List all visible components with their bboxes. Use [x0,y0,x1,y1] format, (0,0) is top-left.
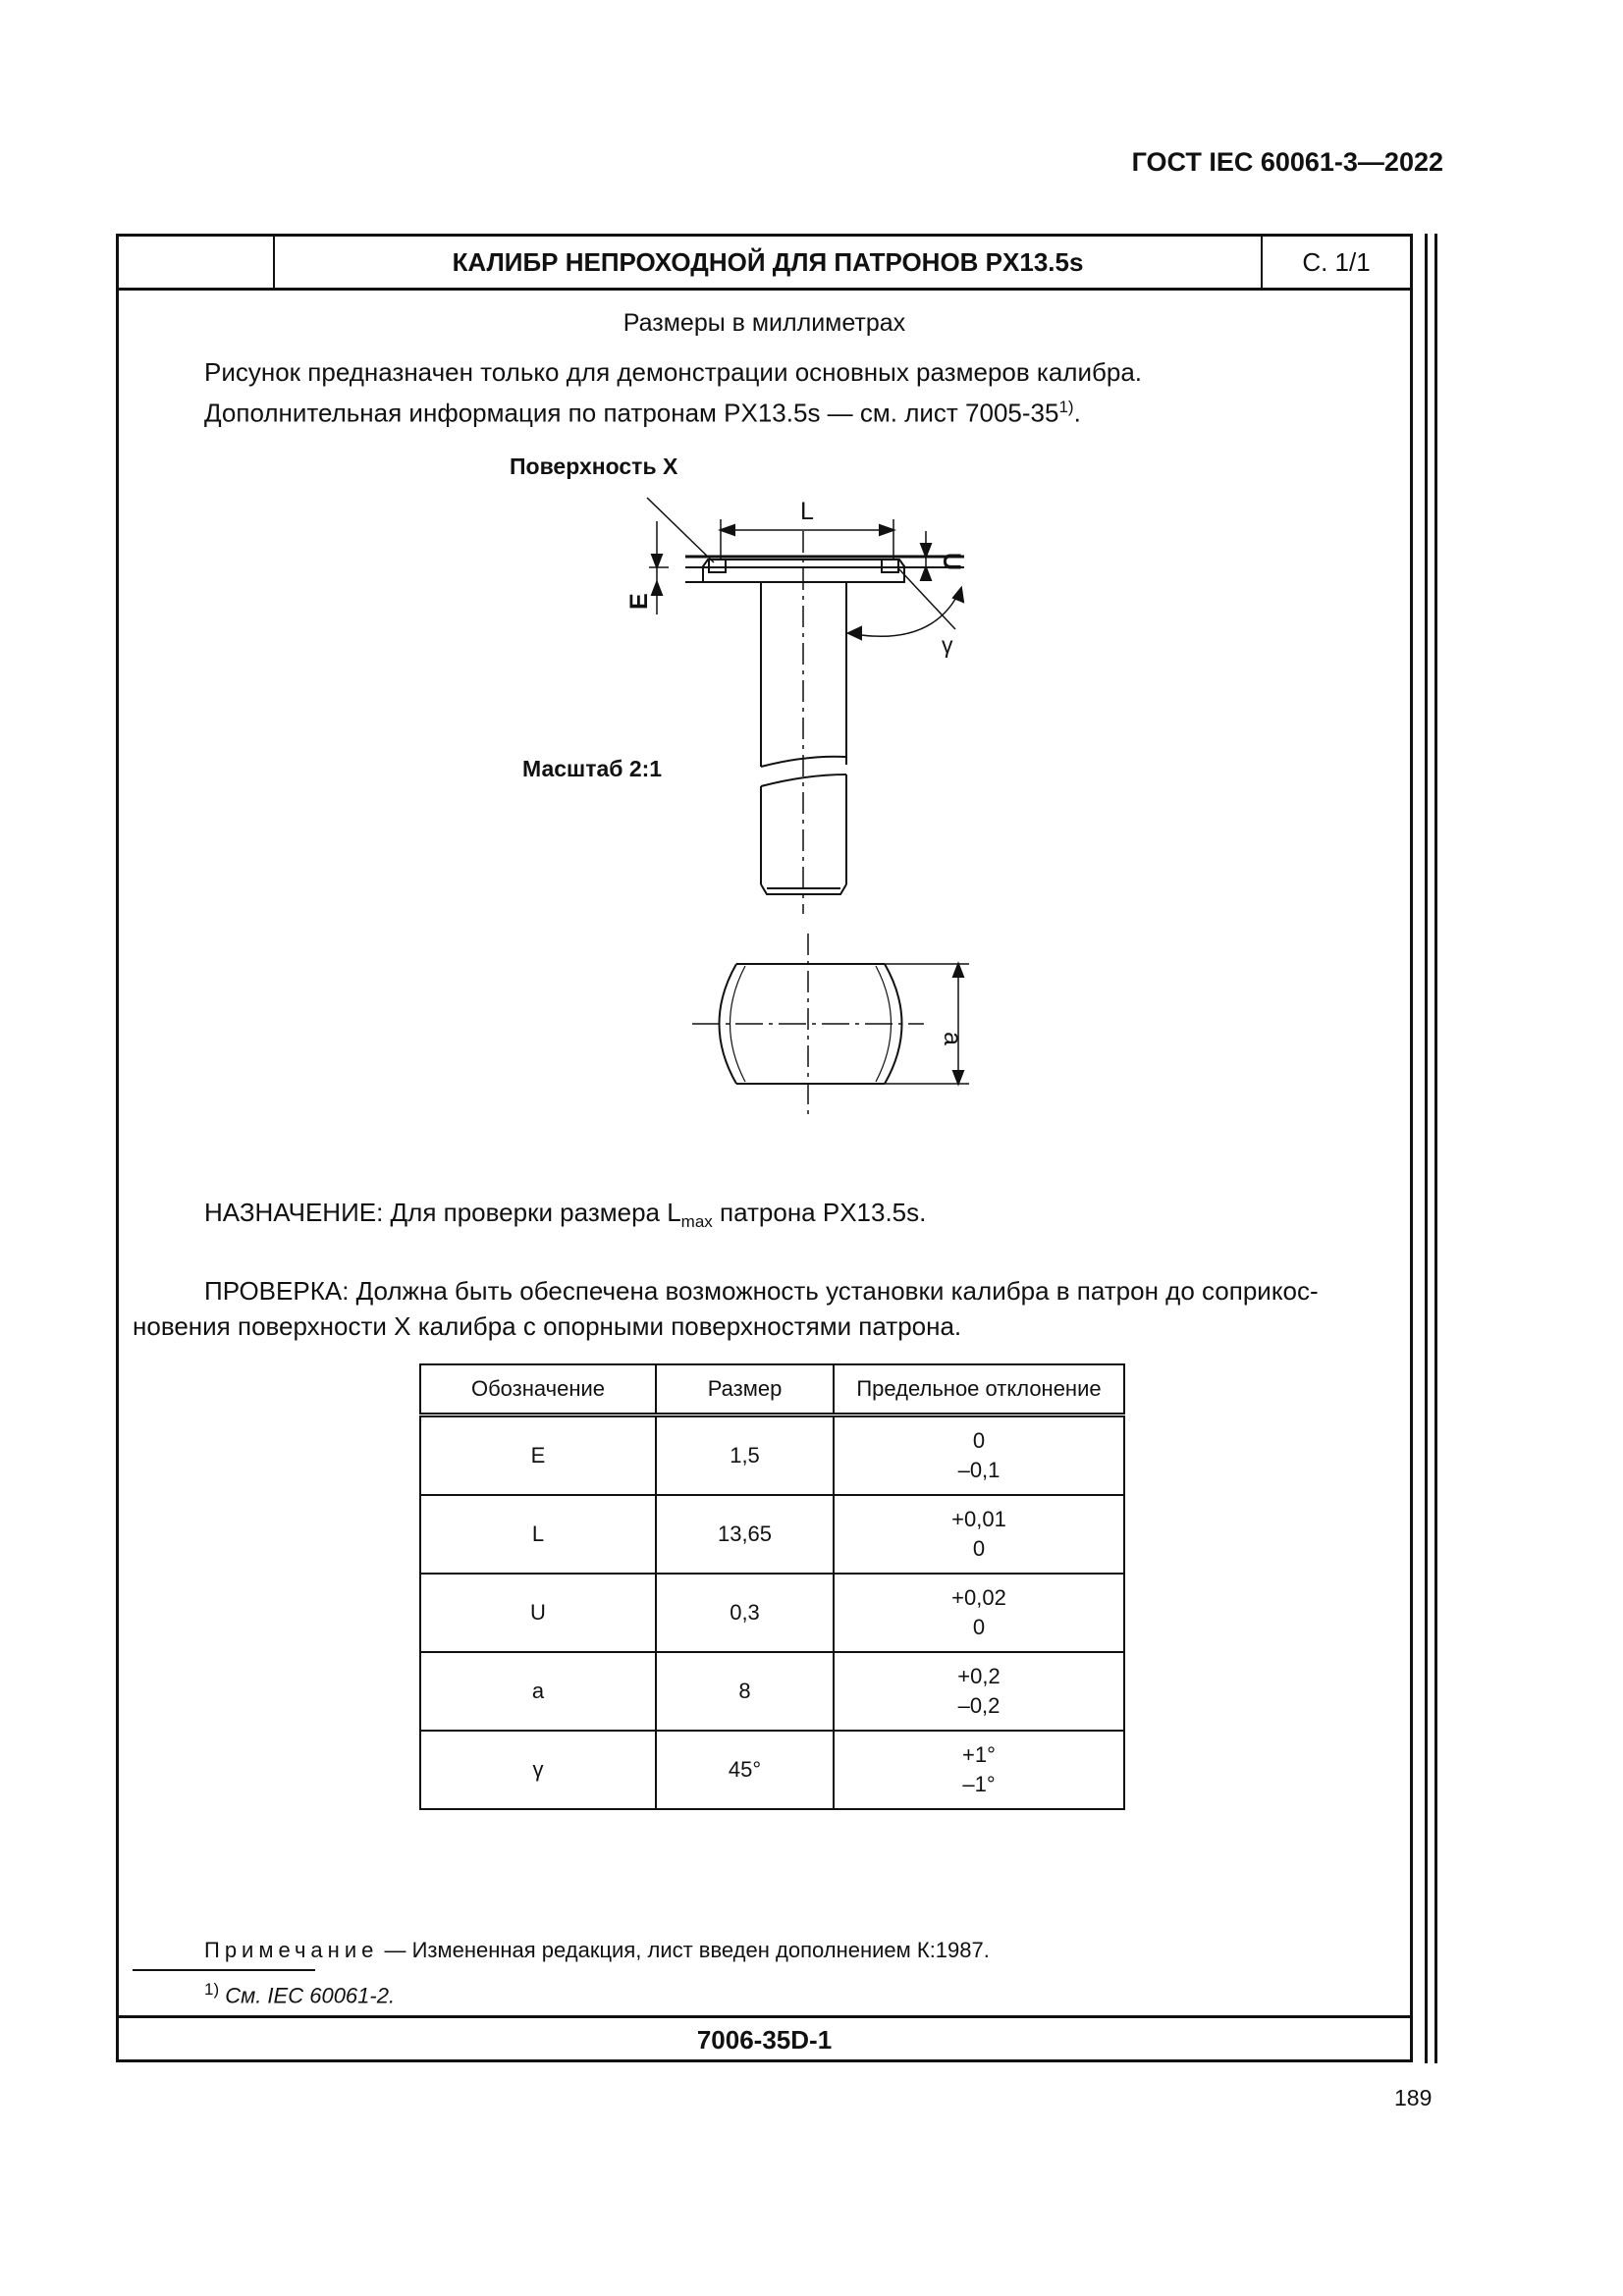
footnote-ref: 1) [1058,398,1074,416]
cell-symbol: E [420,1415,656,1496]
table-row [420,1415,1124,1496]
note [204,1938,990,1963]
cell-size: 0,3 [656,1574,834,1652]
cell-symbol: U [420,1574,656,1652]
footnote-mark: 1) [204,1980,220,1999]
cell-size: 45° [656,1731,834,1809]
dim-E-label: E [625,593,653,610]
header-tolerance: Предельное отклонение [834,1364,1124,1415]
footnote-text: См. IEC 60061-2. [219,1983,396,2008]
purpose-prefix: НАЗНАЧЕНИЕ: Для проверки размера L [204,1198,681,1227]
intro-line-2-end: . [1073,398,1081,428]
header-symbol: Обозначение [420,1364,656,1415]
tolerance-lower: 0 [972,1536,986,1561]
tolerance-lower: –0,2 [957,1693,1001,1718]
cell-symbol: a [420,1652,656,1731]
sheet-number: С. 1/1 [1302,247,1371,277]
flange-lug-left [709,560,726,572]
flange-lug-right [882,560,898,572]
note-label: Примечание [204,1938,379,1962]
tolerance-upper: +0,2 [957,1664,1001,1688]
check-line-2: новения поверхности X калибра с опорными поверхностями патрона. [133,1311,962,1341]
check-line-1: ПРОВЕРКА: Должна быть обеспечена возможность установки калибра в патрон до соприкос- [204,1276,1319,1306]
table-row [420,1574,1124,1652]
dim-L-label: L [800,498,814,525]
tolerance-upper: +0,01 [951,1507,1006,1531]
cell-size: 8 [656,1652,834,1731]
dim-a-label: a [939,1032,966,1045]
purpose-suffix: патрона PX13.5s. [712,1198,927,1227]
table-row [420,1731,1124,1809]
tolerance-upper: +1° [962,1742,996,1767]
note-text: — Измененная редакция, лист введен дополнением К:1987. [378,1938,990,1962]
footnote-separator [133,1969,315,1971]
sheet-title: КАЛИБР НЕПРОХОДНОЙ ДЛЯ ПАТРОНОВ PX13.5s [275,237,1263,288]
cell-tolerance [834,1652,1124,1731]
cell-tolerance [834,1415,1124,1496]
intro-line-2-text: Дополнительная информация по патронам PX13.5s — см. лист 7005-35 [204,398,1059,428]
tolerance-lower: –0,1 [957,1458,1001,1482]
units-note: Размеры в миллиметрах [622,309,906,337]
dim-U-label: U [938,553,965,571]
table-row [420,1652,1124,1731]
dim-gamma-label: γ [942,632,953,658]
tolerance-lower: –1° [962,1772,996,1796]
purpose-text [204,1195,926,1240]
cell-size: 13,65 [656,1495,834,1574]
cell-symbol: L [420,1495,656,1574]
page-number: 189 [1394,2085,1433,2110]
table-header-row [420,1364,1124,1415]
sheet-code: 7006-35D-1 [119,2015,1410,2062]
tolerance-upper: +0,02 [951,1585,1006,1610]
dimensions-table [419,1363,1125,1810]
sheet-frame [116,234,1413,2062]
tolerance-upper: 0 [972,1428,986,1453]
cell-size: 1,5 [656,1415,834,1496]
footnote [204,1980,395,2008]
surface-x-label: Поверхность X [510,454,678,479]
margin-rule-2 [1434,234,1437,2063]
cell-tolerance [834,1731,1124,1809]
cell-tolerance [834,1574,1124,1652]
tolerance-lower: 0 [972,1615,986,1639]
cell-tolerance [834,1495,1124,1574]
header-size: Размер [656,1364,834,1415]
gauge-drawing [119,237,1410,1218]
gamma-arc [848,588,961,636]
purpose-sub: max [680,1212,713,1232]
table-row [420,1495,1124,1574]
cell-symbol: γ [420,1731,656,1809]
scale-label: Масштаб 2:1 [522,756,663,781]
margin-rule-1 [1425,234,1428,2063]
standard-designation: ГОСТ IEC 60061-3—2022 [1131,147,1443,177]
intro-line-1: Рисунок предназначен только для демонстрации основных размеров калибра. [204,357,1143,387]
